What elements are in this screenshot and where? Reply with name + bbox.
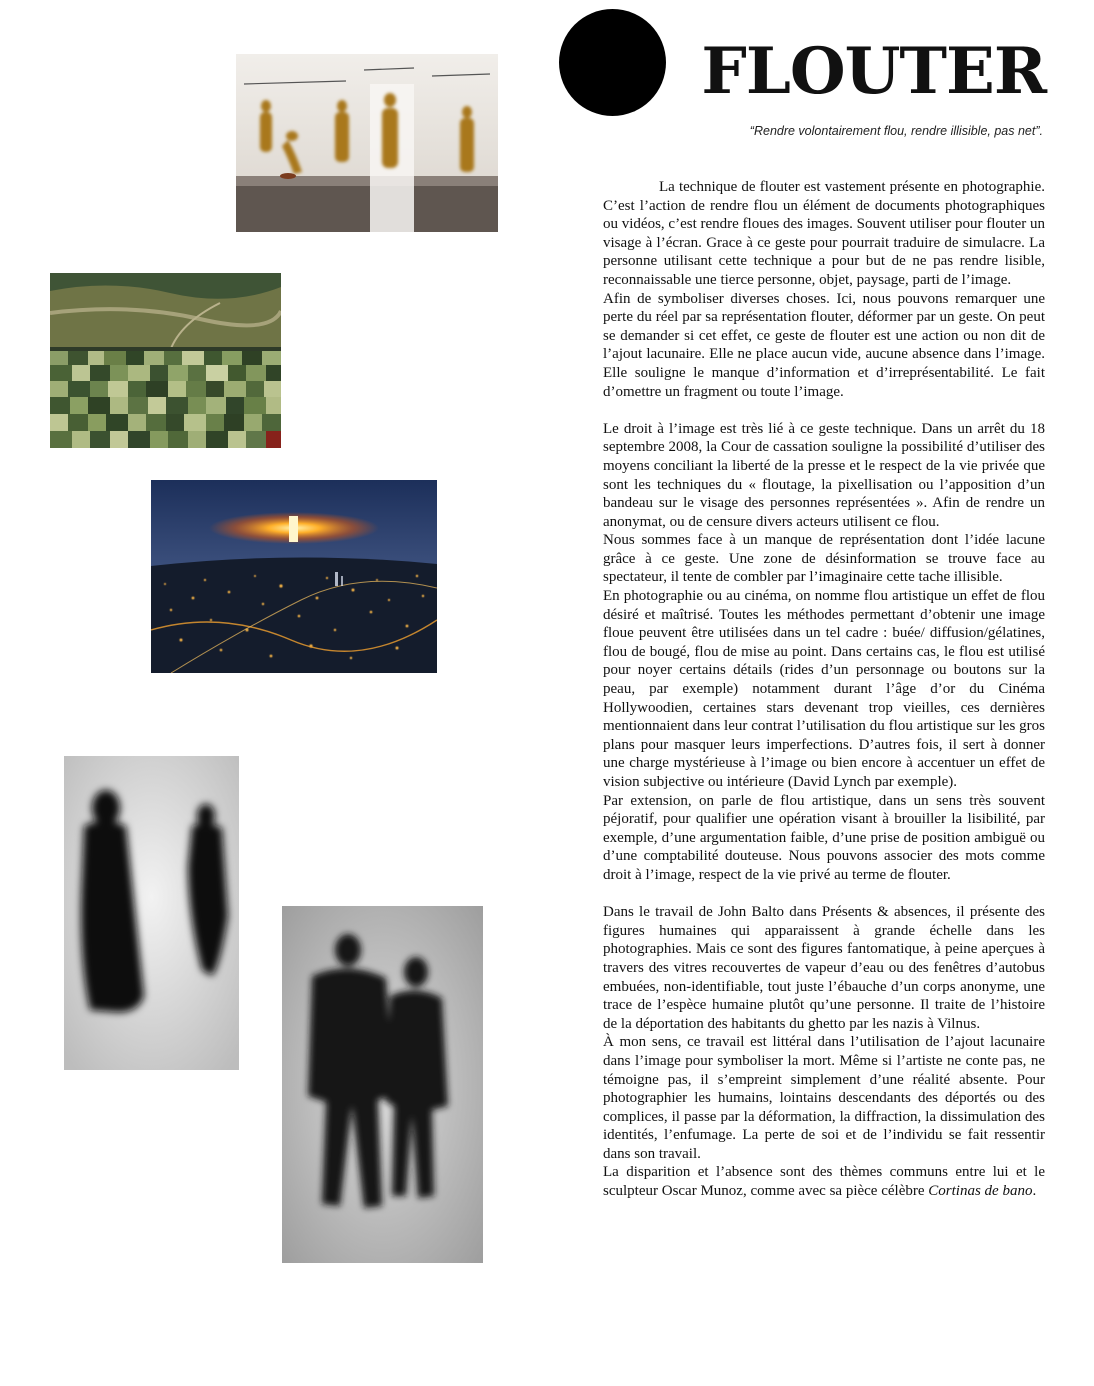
pixelated-landscape-photo [50, 273, 281, 448]
paragraph-technique: La technique de flouter est vastement présente en photographie. C’est l’action de rendre flou un élément de documents photographiques ou vidéos, c’est rendre floues des images. Souvent utiliser pour flouter un visage à l’écran. Grace à ce geste pour pourrait traduire de simulacre. La personne utilisant cette technique a pour but de ne pas rendre lisible, reconnaissable une tierce personne, objet, paysage, parti de l’image. [603, 179, 1045, 288]
artwork-title: Cortinas de bano [928, 1183, 1033, 1200]
page-title: FLOUTER [701, 34, 1046, 109]
paragraph-image-rights: Le droit à l’image est très lié à ce geste technique. Dans un arrêt du 18 septembre 2008, la Cour de cassation souligne la possibilité d’utiliser des moyens conciliant la liberté de la presse et le respect de la vie privée que sont les techniques du « floutage, la pixellisation ou l’apposition d’un bandeau sur le visage des personnes représentées ». Afin de rendre un anonymat, ou de censure divers acteurs utilisent ce flou. [603, 420, 1045, 530]
definition-quote: “Rendre volontairement flou, rendre illisible, pas net”. [749, 124, 1043, 138]
paragraph-lack-of-representation: Nous sommes face à un manque de représentation dont l’idée lacune grâce à ce geste. Une zone de désinformation se trouve face au spectateur, il tente de combler par l’imaginaire cette tache illisible. [603, 532, 1045, 586]
night-city-photo [151, 480, 437, 673]
article-body [603, 178, 1045, 1201]
paragraph-john-balto: Dans le travail de John Balto dans Présents & absences, il présente des figures humaines qui apparaissent à grande échelle dans les photographies. Mais ce sont des figures fantomatique, à peine aperçues à travers des vitres recouvertes de vapeur d’eau ou des fenêtres d’autobus embuées, non-identifiable, tout juste l’ébauche d’un corps anonyme, une trace de l’espèce humaine plutôt qu’une personne. Il traite de l’histoire de la déportation des habitants du ghetto par les nazis à Vilnus. [603, 904, 1045, 1032]
paragraph-artistic-blur: En photographie ou au cinéma, on nomme flou artistique un effet de flou désiré et maîtrisé. Toutes les méthodes permettant d’obtenir une image floue peuvent être utilisées dans un tel cadre : buée/ diffusion/gélatines, flou de bougé, flou de mise au point. Dans certains cas, le flou est utilisé pour noyer certains détails (rides d’un personnage ou boutons sur la peau, par exemple) notamment durant l’âge d’or du Cinéma Hollywoodien, certaines stars devenant trop vieilles, ces dernières mentionnaient dans leur contrat l’utilisation du flou artistique sur les gros plans pour masquer leurs imperfections. D’autres fois, il sert à donner une charge mystérieuse à l’image ou bien encore à accentuer un effet de vision subjective ou intérieure (David Lynch par exemple). [603, 588, 1045, 790]
ghost-figures-photo-1 [64, 756, 239, 1070]
paragraph-extension: Par extension, on parle de flou artistique, dans un sens très souvent péjoratif, pour qualifier une opération visant à brouiller la lisibilité, par exemple, d’une argumentation faible, d’une prise de position ambiguë ou d’une comptabilité douteuse. Nous pouvons associer des mots comme droit à l’image, respect de la vie privé au terme de flouter. [603, 792, 1045, 883]
gallery-figures-photo [236, 54, 498, 232]
munoz-text-end: . [1032, 1183, 1037, 1200]
paragraph-symbolism: Afin de symboliser diverses choses. Ici, nous pouvons remarquer une perte du réel par sa représentation flouter, déformer par un geste. On peut se demander si cet effet, ce geste de flouter est une action ou non dit de l’ajout lacunaire. Elle ne place aucun vide, aucune absence dans l’image. Elle souligne le manque d’information et d’irreprésentabilité. Le fait d’omettre un fragment ou toute l’image. [603, 290, 1045, 400]
paragraph-opinion: À mon sens, ce travail est littéral dans l’utilisation de l’ajout lacunaire dans l’image pour symboliser la mort. Même si l’artiste ne conte pas, ne témoigne pas, il s’empreint simplement d’une réalité absente. Pour photographier les humains, lointains descendants des déportés ou des complices, il passe par la déformation, la diffraction, la dissimulation des identités, l’enfumage. La perte de soi et de l’individu se fait ressentir dans son travail. [603, 1034, 1045, 1162]
paragraph-oscar-munoz [603, 1163, 1045, 1200]
munoz-text: La disparition et l’absence sont des thèmes communs entre lui et le sculpteur Oscar Munoz, comme avec sa pièce célèbre [603, 1164, 1045, 1200]
black-circle [559, 9, 666, 116]
ghost-figures-photo-2 [282, 906, 483, 1263]
